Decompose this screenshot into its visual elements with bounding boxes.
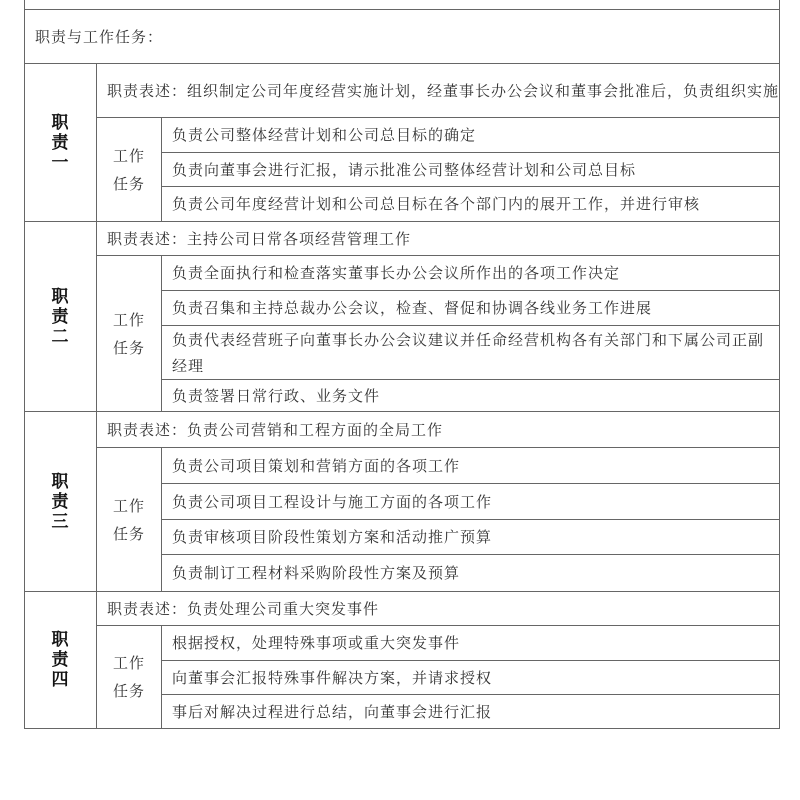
- duty-description-row: [25, 64, 780, 118]
- task-row: [25, 118, 780, 153]
- task-item: 根据授权，处理特殊事项或重大突发事件: [162, 626, 780, 661]
- duty-description: 职责表述：组织制定公司年度经营实施计划，经董事长办公会议和董事会批准后，负责组织实施: [97, 64, 780, 118]
- task-row: [25, 256, 780, 291]
- task-item: 负责代表经营班子向董事长办公会议建议并任命经营机构各有关部门和下属公司正副经理: [162, 326, 780, 380]
- duty-title: 职责三: [25, 412, 97, 592]
- duty-title: 职责四: [25, 592, 97, 729]
- work-tasks-label: 工作任务: [97, 626, 162, 729]
- work-tasks-label: 工作任务: [97, 118, 162, 222]
- duty-description-row: [25, 412, 780, 448]
- duty-title: 职责一: [25, 64, 97, 222]
- task-item: 负责全面执行和检查落实董事长办公会议所作出的各项工作决定: [162, 256, 780, 291]
- section-header: 职责与工作任务：: [25, 10, 780, 64]
- duties-table: [24, 0, 780, 729]
- task-item: 负责召集和主持总裁办公会议，检查、督促和协调各线业务工作进展: [162, 291, 780, 326]
- duty-title: 职责二: [25, 222, 97, 412]
- duty-description: 职责表述：负责处理公司重大突发事件: [97, 592, 780, 626]
- task-row: [25, 626, 780, 661]
- header-row: [25, 10, 780, 64]
- task-item: 负责公司整体经营计划和公司总目标的确定: [162, 118, 780, 153]
- duty-description: 职责表述：负责公司营销和工程方面的全局工作: [97, 412, 780, 448]
- task-item: 负责向董事会进行汇报，请示批准公司整体经营计划和公司总目标: [162, 153, 780, 187]
- duty-description-row: [25, 222, 780, 256]
- task-item: 负责公司项目工程设计与施工方面的各项工作: [162, 484, 780, 520]
- task-item: 负责公司项目策划和营销方面的各项工作: [162, 448, 780, 484]
- task-item: 事后对解决过程进行总结，向董事会进行汇报: [162, 695, 780, 729]
- work-tasks-label: 工作任务: [97, 448, 162, 592]
- task-item: 负责制订工程材料采购阶段性方案及预算: [162, 555, 780, 592]
- task-item: 负责审核项目阶段性策划方案和活动推广预算: [162, 520, 780, 555]
- task-item: 向董事会汇报特殊事件解决方案，并请求授权: [162, 661, 780, 695]
- task-item: 负责签署日常行政、业务文件: [162, 380, 780, 412]
- task-row: [25, 448, 780, 484]
- previous-row: [25, 0, 780, 10]
- duty-description: 职责表述：主持公司日常各项经营管理工作: [97, 222, 780, 256]
- work-tasks-label: 工作任务: [97, 256, 162, 412]
- task-item: 负责公司年度经营计划和公司总目标在各个部门内的展开工作，并进行审核: [162, 187, 780, 222]
- duty-description-row: [25, 592, 780, 626]
